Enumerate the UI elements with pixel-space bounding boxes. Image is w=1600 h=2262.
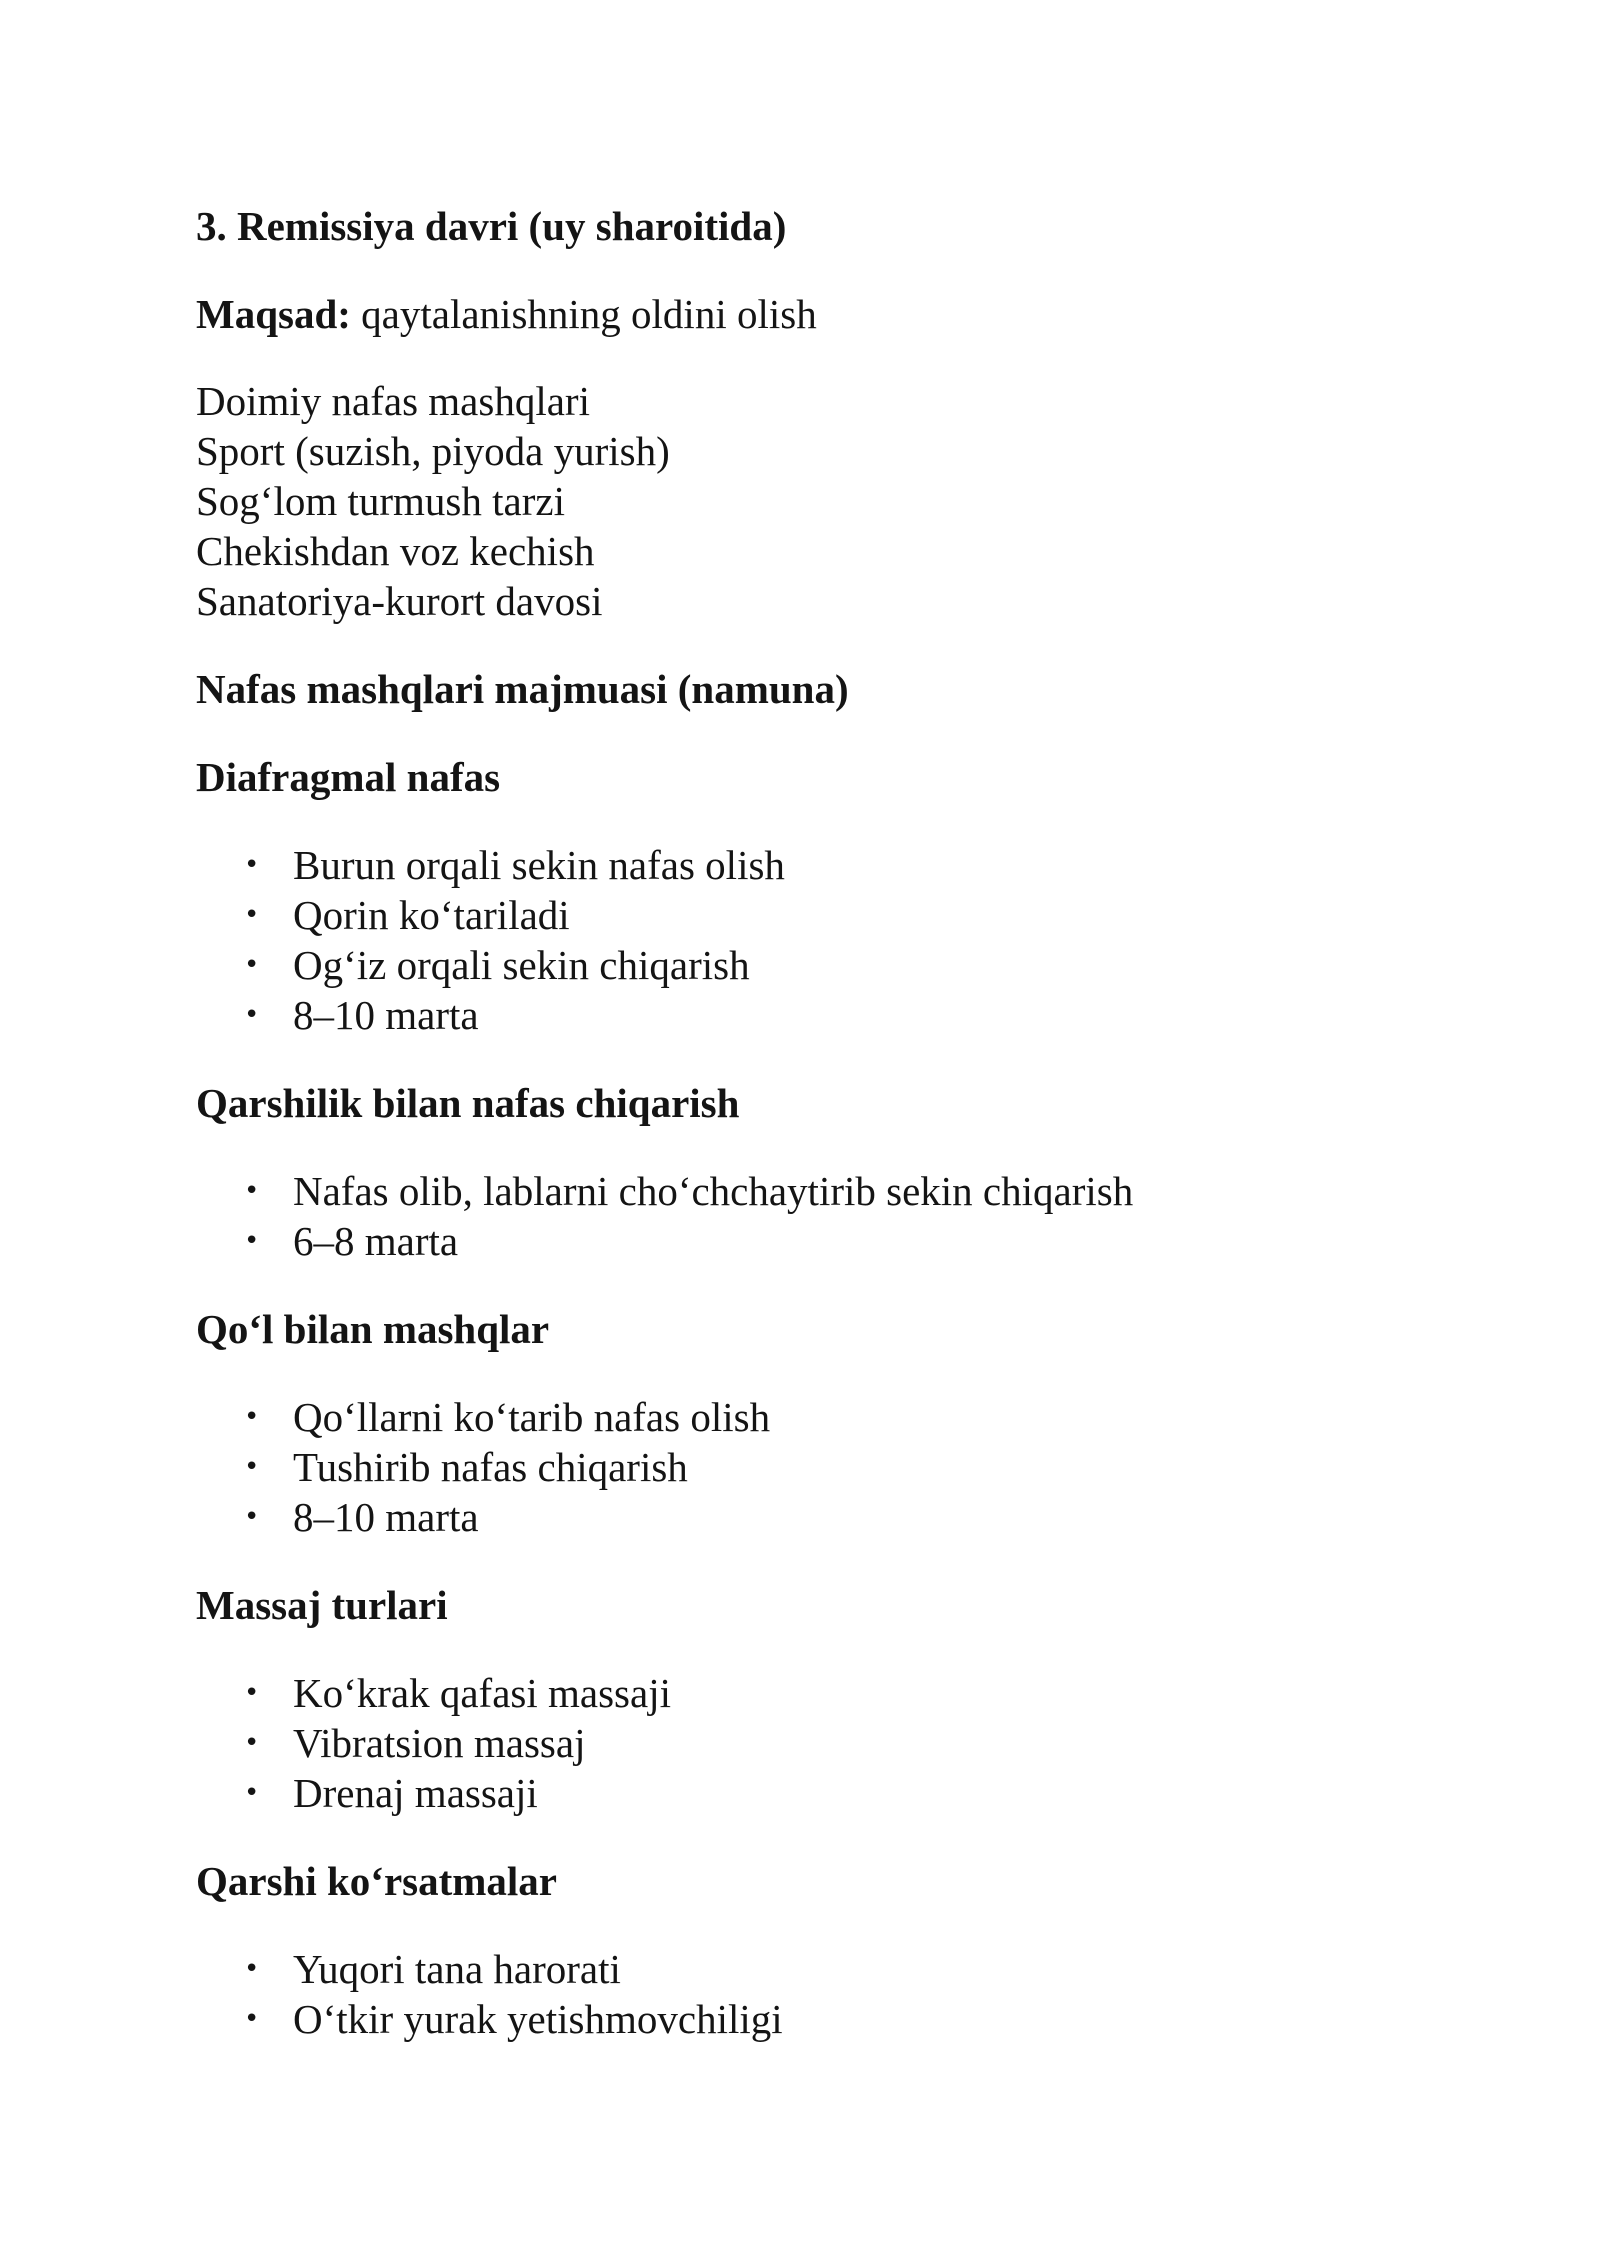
- bullet-icon: •: [244, 1226, 260, 1256]
- list-item-text: Qorin ko‘tariladi: [293, 892, 570, 938]
- bullet-list: [196, 1668, 1456, 1818]
- group-heading: Diafragmal nafas: [196, 754, 501, 800]
- list-item: [196, 1492, 1456, 1542]
- list-item-text: Qo‘llarni ko‘tarib nafas olish: [293, 1394, 771, 1440]
- goal-text: qaytalanishning oldini olish: [361, 291, 817, 337]
- list-item-text: Burun orqali sekin nafas olish: [293, 842, 785, 888]
- list-item: [196, 1768, 1456, 1818]
- bullet-icon: •: [244, 1954, 260, 1984]
- recommendation-line: Doimiy nafas mashqlari: [196, 378, 590, 424]
- list-item-text: Tushirib nafas chiqarish: [293, 1444, 688, 1490]
- bullet-list: [196, 1392, 1456, 1542]
- bullet-icon: •: [244, 850, 260, 880]
- list-item: [196, 840, 1456, 890]
- bullet-icon: •: [244, 2004, 260, 2034]
- recommendation-list: [196, 376, 1456, 626]
- recommendation-line: Chekishdan voz kechish: [196, 528, 595, 574]
- bullet-icon: •: [244, 1176, 260, 1206]
- goal-line: [196, 289, 1456, 339]
- list-item: [196, 1392, 1456, 1442]
- list-item: [196, 1668, 1456, 1718]
- bullet-icon: •: [244, 1778, 260, 1808]
- list-item-text: 8–10 marta: [293, 992, 479, 1038]
- list-item-text: O‘tkir yurak yetishmovchiligi: [293, 1996, 783, 2042]
- goal-label: Maqsad:: [196, 291, 351, 337]
- exercises-heading: Nafas mashqlari majmuasi (namuna): [196, 666, 849, 712]
- group-heading: Qarshilik bilan nafas chiqarish: [196, 1080, 740, 1126]
- list-item: [196, 1944, 1456, 1994]
- bullet-icon: •: [244, 1502, 260, 1532]
- recommendation-line: Sport (suzish, piyoda yurish): [196, 428, 670, 474]
- bullet-icon: •: [244, 1452, 260, 1482]
- list-item-text: Drenaj massaji: [293, 1770, 538, 1816]
- bullet-icon: •: [244, 1728, 260, 1758]
- document-body: [196, 201, 1456, 2044]
- bullet-list: [196, 1944, 1456, 2044]
- list-item-text: Ko‘krak qafasi massaji: [293, 1670, 671, 1716]
- bullet-icon: •: [244, 1678, 260, 1708]
- list-item-text: 8–10 marta: [293, 1494, 479, 1540]
- group-heading: Massaj turlari: [196, 1582, 448, 1628]
- bullet-icon: •: [244, 950, 260, 980]
- list-item: [196, 1718, 1456, 1768]
- section-title: 3. Remissiya davri (uy sharoitida): [196, 203, 787, 249]
- list-item: [196, 1216, 1456, 1266]
- list-item-text: Nafas olib, lablarni cho‘chchaytirib sekin chiqarish: [293, 1168, 1134, 1214]
- recommendation-line: Sog‘lom turmush tarzi: [196, 478, 565, 524]
- list-item: [196, 1994, 1456, 2044]
- bullet-icon: •: [244, 1402, 260, 1432]
- list-item-text: Og‘iz orqali sekin chiqarish: [293, 942, 750, 988]
- bullet-list: [196, 1166, 1456, 1266]
- recommendation-line: Sanatoriya-kurort davosi: [196, 578, 603, 624]
- bullet-list: [196, 840, 1456, 1040]
- list-item-text: Yuqori tana harorati: [293, 1946, 621, 1992]
- group-heading: Qo‘l bilan mashqlar: [196, 1306, 550, 1352]
- bullet-icon: •: [244, 1000, 260, 1030]
- list-item: [196, 890, 1456, 940]
- list-item: [196, 1442, 1456, 1492]
- list-item-text: Vibratsion massaj: [293, 1720, 586, 1766]
- list-item: [196, 940, 1456, 990]
- group-heading: Qarshi ko‘rsatmalar: [196, 1858, 557, 1904]
- list-item-text: 6–8 marta: [293, 1218, 459, 1264]
- list-item: [196, 990, 1456, 1040]
- list-item: [196, 1166, 1456, 1216]
- bullet-icon: •: [244, 900, 260, 930]
